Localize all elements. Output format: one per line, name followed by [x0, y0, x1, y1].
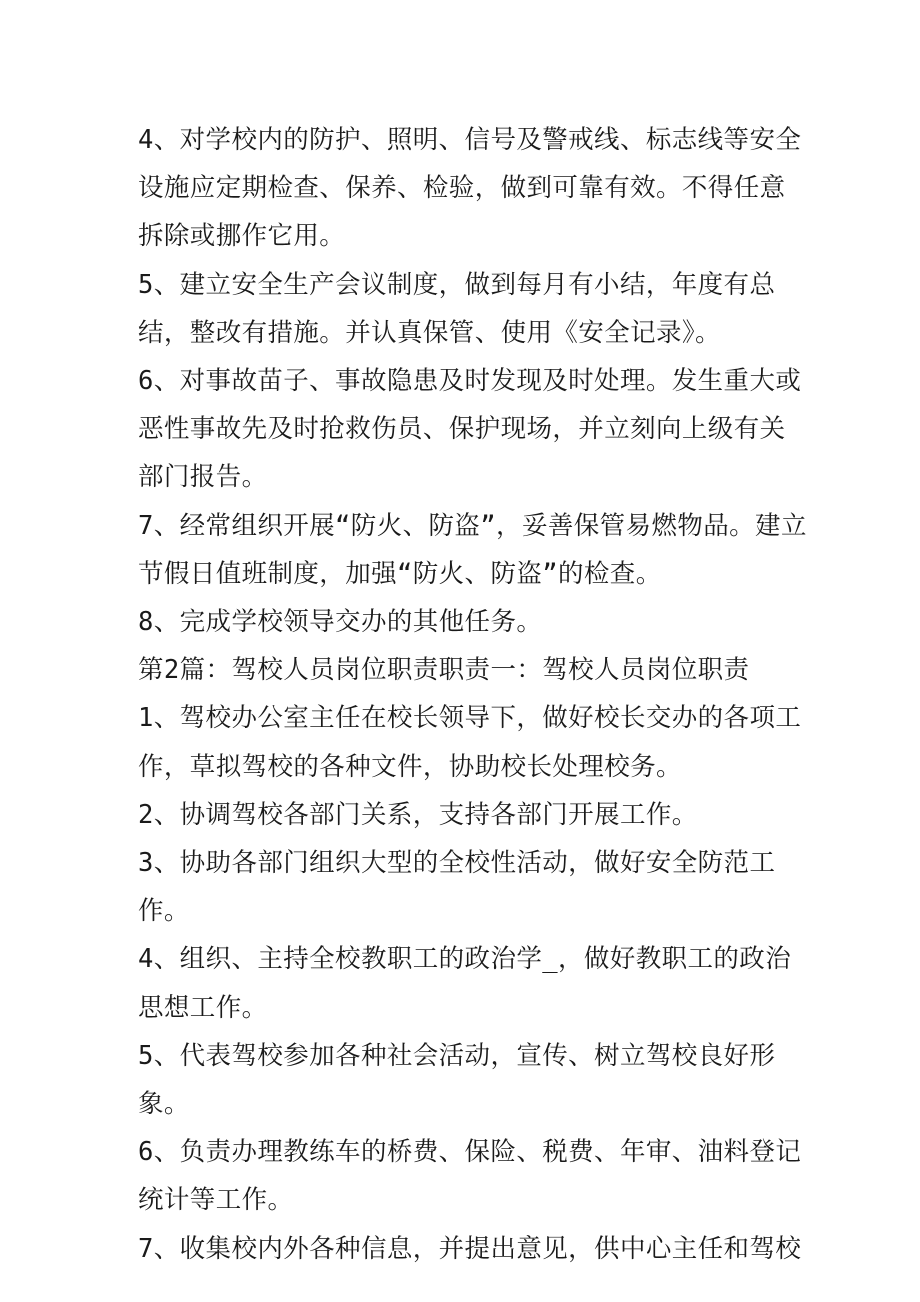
section-heading: 第2篇：驾校人员岗位职责职责一：驾校人员岗位职责	[138, 655, 750, 686]
paragraph-office-director: 1、驾校办公室主任在校长领导下，做好校长交办的各项工作，草拟驾校的各种文件，协助校长处理校务。	[138, 703, 802, 782]
paragraph-social-activities: 5、代表驾校参加各种社会活动，宣传、树立驾校良好形象。	[138, 1040, 776, 1120]
paragraph-fire-theft-prevention: 7、经常组织开展“防火、防盗”，妥善保管易燃物品。建立节假日值班制度，加强“防火、防盗”的检查。	[138, 510, 807, 589]
paragraph-organize-activities: 3、协助各部门组织大型的全校性活动，做好安全防范工作。	[138, 848, 776, 927]
paragraph-vehicle-fees: 6、负责办理教练车的桥费、保险、税费、年审、油料登记统计等工作。	[138, 1137, 802, 1216]
paragraph-accident-handling: 6、对事故苗子、事故隐患及时发现及时处理。发生重大或恶性事故先及时抢救伤员、保护现场，并立刻向上级有关部门报告。	[138, 366, 802, 493]
paragraph-coordinate-departments: 2、协调驾校各部门关系，支持各部门开展工作。	[138, 799, 698, 830]
document-body	[138, 116, 808, 1273]
paragraph-collect-information: 7、收集校内外各种信息，并提出意见，供中心主任和驾校	[138, 1233, 802, 1264]
paragraph-political-study: 4、组织、主持全校教职工的政治学_，做好教职工的政治思想工作。	[138, 944, 792, 1023]
paragraph-safety-meeting: 5、建立安全生产会议制度，做到每月有小结，年度有总结，整改有措施。并认真保管、使用《安全记录》。	[138, 269, 776, 348]
paragraph-other-tasks: 8、完成学校领导交办的其他任务。	[138, 607, 543, 638]
paragraph-safety-facilities: 4、对学校内的防护、照明、信号及警戒线、标志线等安全设施应定期检查、保养、检验，做到可靠有效。不得任意拆除或挪作它用。	[138, 125, 802, 252]
